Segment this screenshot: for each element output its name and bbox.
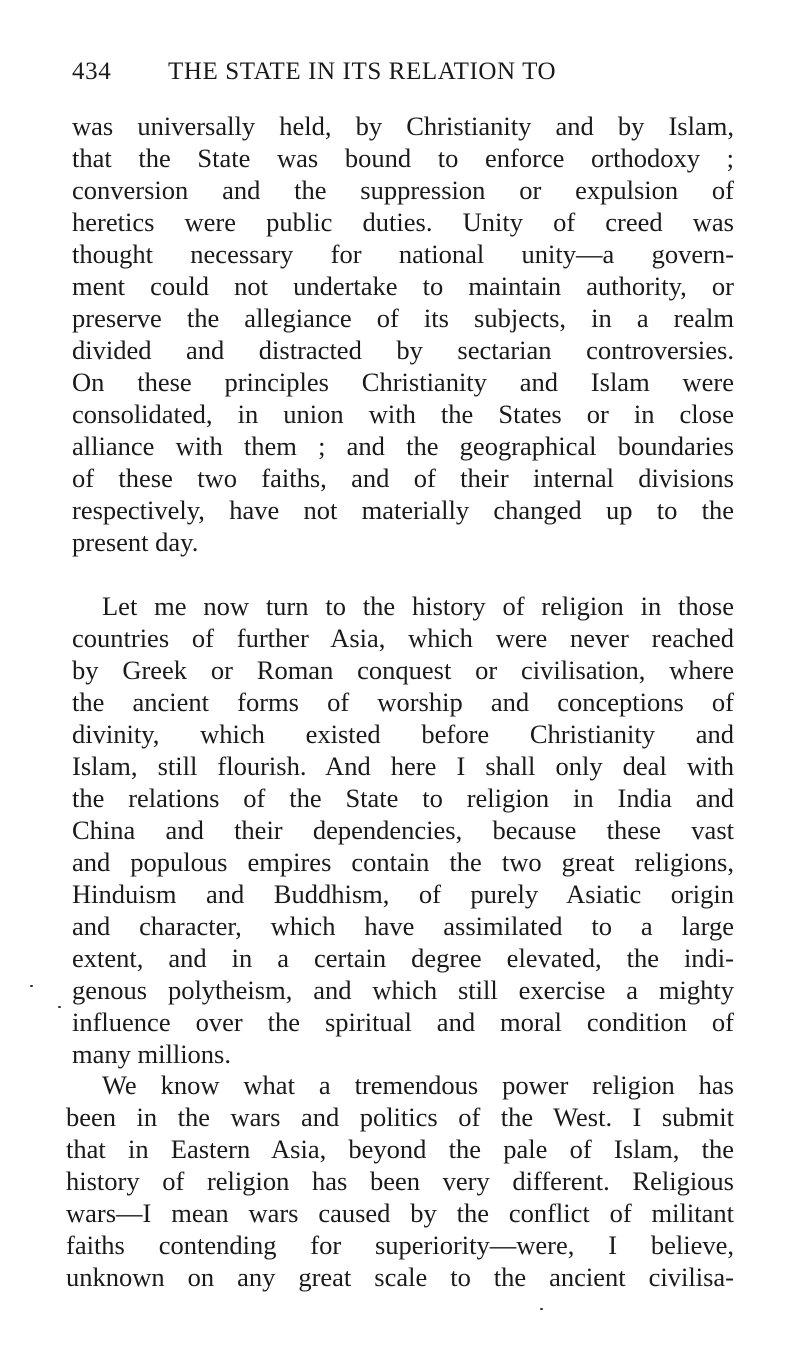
text-line: wars—I mean wars caused by the conflict of militant bbox=[66, 1198, 734, 1228]
text-line: respectively, have not materially changed up to the bbox=[72, 495, 734, 525]
text-line: been in the wars and politics of the West. I submit bbox=[66, 1102, 734, 1132]
text-line: that in Eastern Asia, beyond the pale of Islam, the bbox=[66, 1134, 734, 1164]
text-line: and character, which have assimilated to a large bbox=[72, 911, 734, 941]
text-line: We know what a tremendous power religion has bbox=[102, 1070, 734, 1100]
scan-speck bbox=[58, 1006, 61, 1008]
text-line: that the State was bound to enforce orthodoxy ; bbox=[72, 143, 734, 173]
text-line: On these principles Christianity and Islam were bbox=[72, 367, 734, 397]
text-line: Let me now turn to the history of religion in those bbox=[102, 591, 734, 621]
text-line: divided and distracted by sectarian controversies. bbox=[72, 335, 734, 365]
text-line: the ancient forms of worship and conceptions of bbox=[72, 687, 734, 717]
text-line: influence over the spiritual and moral condition of bbox=[72, 1007, 734, 1037]
running-head bbox=[72, 58, 732, 94]
text-line: was universally held, by Christianity and by Islam, bbox=[72, 111, 734, 141]
text-line: ment could not undertake to maintain authority, or bbox=[72, 271, 734, 301]
text-line: faiths contending for superiority—were, I believe, bbox=[66, 1230, 734, 1260]
running-title: THE STATE IN ITS RELATION TO bbox=[168, 58, 557, 85]
text-line: unknown on any great scale to the ancient civilisa- bbox=[66, 1262, 734, 1292]
text-line: Hinduism and Buddhism, of purely Asiatic origin bbox=[72, 879, 734, 909]
text-line: countries of further Asia, which were never reached bbox=[72, 623, 734, 653]
scan-speck bbox=[30, 985, 33, 987]
text-line: and populous empires contain the two great religions, bbox=[72, 847, 734, 877]
text-line: thought necessary for national unity—a govern- bbox=[72, 239, 734, 269]
text-line: conversion and the suppression or expulsion of bbox=[72, 175, 734, 205]
scan-speck bbox=[540, 1308, 543, 1310]
text-line: consolidated, in union with the States or in close bbox=[72, 399, 734, 429]
text-line: many millions. bbox=[72, 1039, 231, 1069]
page-number: 434 bbox=[72, 58, 112, 85]
text-line: preserve the allegiance of its subjects, in a realm bbox=[72, 303, 734, 333]
text-line: Islam, still flourish. And here I shall only deal with bbox=[72, 751, 734, 781]
text-line: the relations of the State to religion in India and bbox=[72, 783, 734, 813]
text-line: genous polytheism, and which still exercise a mighty bbox=[72, 975, 734, 1005]
text-line: of these two faiths, and of their internal divisions bbox=[72, 463, 734, 493]
text-line: extent, and in a certain degree elevated, the indi- bbox=[72, 943, 734, 973]
text-line: heretics were public duties. Unity of creed was bbox=[72, 207, 734, 237]
text-line: present day. bbox=[72, 527, 199, 557]
text-line: by Greek or Roman conquest or civilisation, where bbox=[72, 655, 734, 685]
text-line: history of religion has been very different. Religious bbox=[66, 1166, 734, 1196]
text-line: divinity, which existed before Christianity and bbox=[72, 719, 734, 749]
text-line: alliance with them ; and the geographical boundaries bbox=[72, 431, 734, 461]
text-line: China and their dependencies, because these vast bbox=[72, 815, 734, 845]
